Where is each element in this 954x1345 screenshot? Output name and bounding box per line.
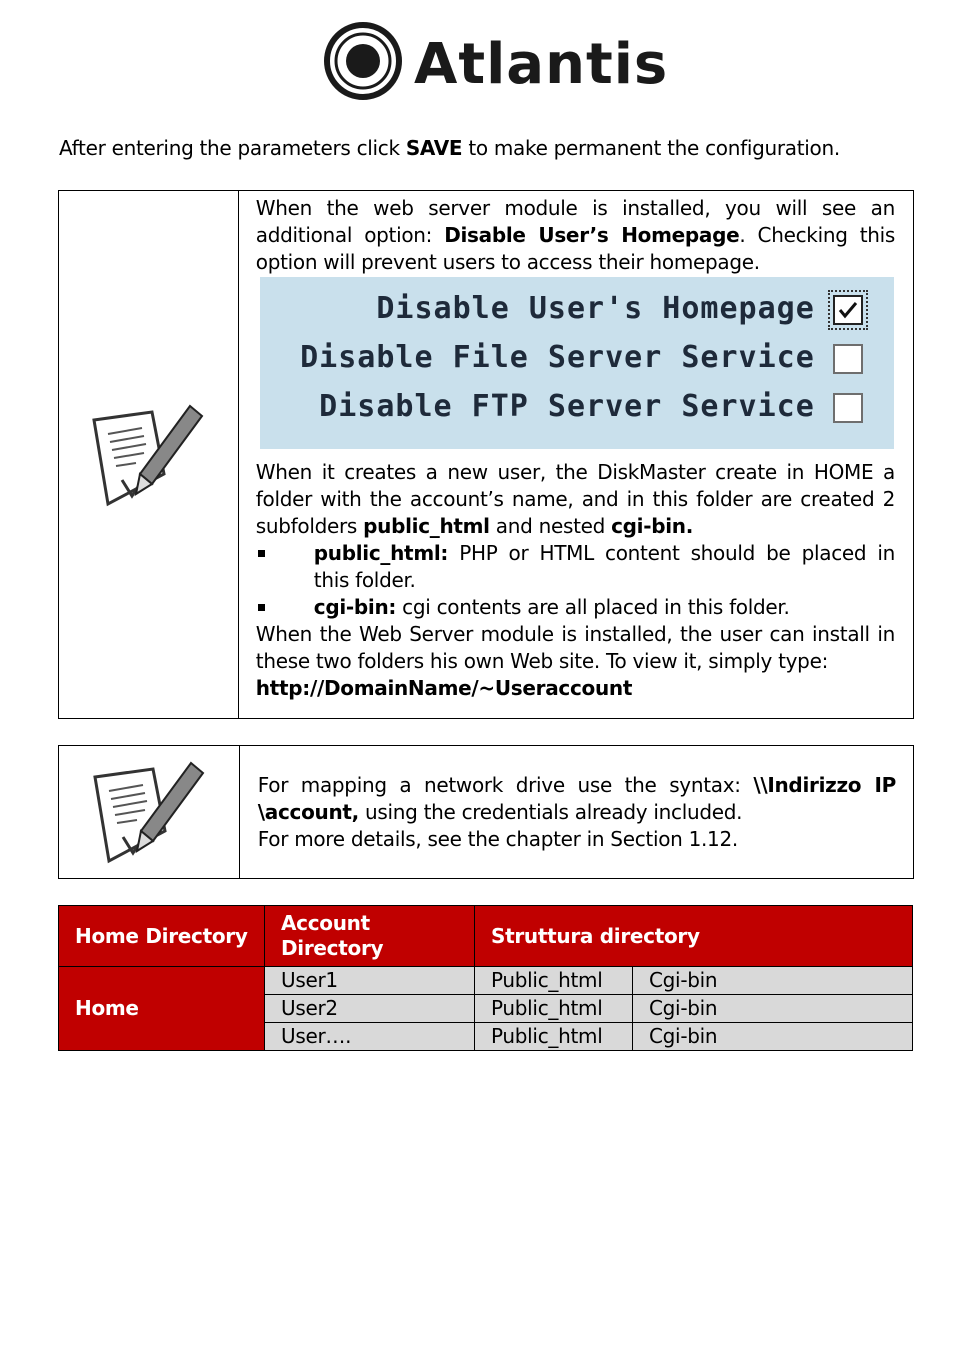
bullet-item: public_html: PHP or HTML content should be placed in this folder. [256, 540, 895, 594]
checkbox-checked[interactable] [833, 295, 863, 325]
note-box-web-server [58, 190, 914, 719]
table-row [59, 967, 913, 995]
table-cell: Cgi-bin [633, 967, 913, 995]
note-content [239, 191, 913, 718]
intro-text: After entering the parameters click SAVE to make permanent the configuration. [59, 136, 840, 160]
note-paragraph-2: When it creates a new user, the DiskMaster create in HOME a folder with the account’s name, and in this folder are created 2 subfolders public_html and nested cgi-bin. [255, 460, 895, 538]
table-header-row [59, 906, 913, 967]
table-cell: User…. [265, 1023, 475, 1051]
option-label: Disable File Server Service [300, 340, 815, 375]
column-header: Account Directory [265, 906, 475, 967]
table-cell: User1 [265, 967, 475, 995]
note-paragraph-1: When the web server module is installed, you will see an additional option: Disable User’s Homepage. Checking this option will prevent users to access their homepage. [255, 196, 895, 274]
note-line-2: For more details, see the chapter in Section 1.12. [257, 827, 738, 851]
svg-text:Atlantis: Atlantis [414, 32, 669, 97]
note-content [240, 746, 913, 878]
option-label: Disable FTP Server Service [319, 389, 815, 424]
url-example: http://DomainName/~Useraccount [255, 676, 633, 700]
table-cell: Public_html [475, 1023, 633, 1051]
note-paragraph-3: When the Web Server module is installed, the user can install in these two folders his own Web site. To view it, simply type: http://DomainName/~Useraccount [255, 622, 895, 700]
table-cell: Public_html [475, 967, 633, 995]
note-line-1: For mapping a network drive use the syntax: \\Indirizzo IP \account, using the credentials already included. [257, 773, 896, 824]
column-header: Home Directory [59, 906, 265, 967]
note-pencil-icon [90, 402, 206, 508]
note-box-network-drive [58, 745, 914, 879]
note-pencil-icon [91, 759, 207, 865]
checkbox-unchecked[interactable] [833, 393, 863, 423]
table-cell: Cgi-bin [633, 1023, 913, 1051]
table-cell: User2 [265, 995, 475, 1023]
note-icon-cell [59, 191, 239, 718]
option-label: Disable User's Homepage [376, 291, 815, 326]
note-icon-cell [59, 746, 240, 878]
directory-table [58, 905, 913, 1051]
bullet-item: cgi-bin: cgi contents are all placed in this folder. [256, 594, 895, 621]
checkbox-unchecked[interactable] [833, 344, 863, 374]
atlantis-logo [322, 18, 669, 104]
column-header: Struttura directory [475, 906, 913, 967]
table-cell: Cgi-bin [633, 995, 913, 1023]
home-cell: Home [59, 967, 265, 1051]
options-screenshot [260, 277, 894, 449]
table-cell: Public_html [475, 995, 633, 1023]
